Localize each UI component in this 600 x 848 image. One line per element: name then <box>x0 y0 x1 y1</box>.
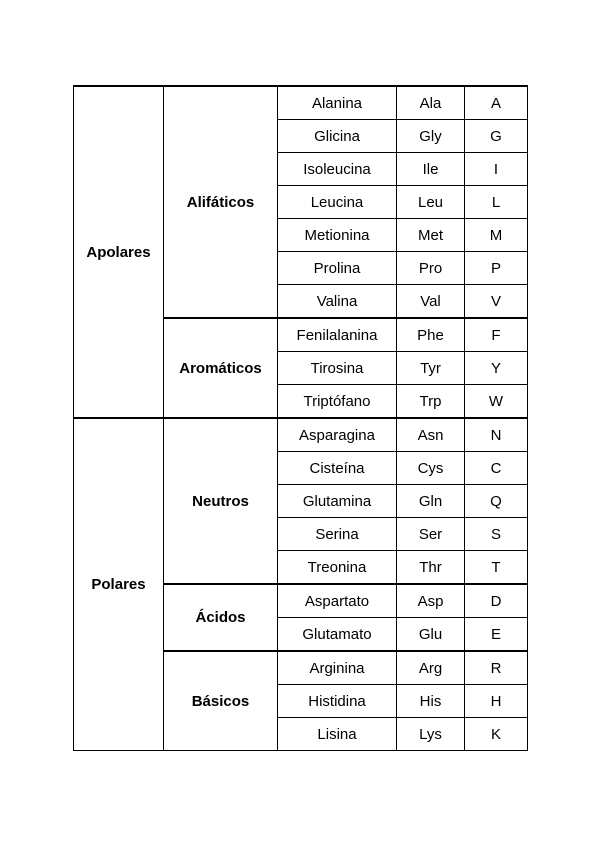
amino-acid-abbr3: Glu <box>397 618 465 652</box>
amino-acid-name: Glutamato <box>278 618 397 652</box>
amino-acid-code: N <box>465 418 528 452</box>
amino-acid-abbr3: Leu <box>397 186 465 219</box>
amino-acid-code: D <box>465 584 528 618</box>
amino-acid-abbr3: Tyr <box>397 352 465 385</box>
amino-acid-code: Y <box>465 352 528 385</box>
amino-acid-code: A <box>465 86 528 120</box>
subgroup-label: Aromáticos <box>164 318 278 418</box>
amino-acid-abbr3: Asp <box>397 584 465 618</box>
amino-acid-abbr3: Met <box>397 219 465 252</box>
subgroup-label: Básicos <box>164 651 278 751</box>
amino-acid-abbr3: Pro <box>397 252 465 285</box>
amino-acid-name: Aspartato <box>278 584 397 618</box>
amino-acid-code: S <box>465 518 528 551</box>
amino-acid-name: Isoleucina <box>278 153 397 186</box>
amino-acid-name: Alanina <box>278 86 397 120</box>
amino-acid-code: C <box>465 452 528 485</box>
amino-acid-table <box>73 85 528 751</box>
amino-acid-name: Cisteína <box>278 452 397 485</box>
amino-acid-name: Arginina <box>278 651 397 685</box>
subgroup-label: Alifáticos <box>164 86 278 318</box>
amino-acid-abbr3: Cys <box>397 452 465 485</box>
amino-acid-name: Triptófano <box>278 385 397 419</box>
amino-acid-code: F <box>465 318 528 352</box>
class-label: Apolares <box>74 86 164 418</box>
amino-acid-name: Tirosina <box>278 352 397 385</box>
amino-acid-abbr3: Val <box>397 285 465 319</box>
amino-acid-abbr3: Ala <box>397 86 465 120</box>
amino-acid-code: M <box>465 219 528 252</box>
amino-acid-abbr3: Trp <box>397 385 465 419</box>
amino-acid-code: H <box>465 685 528 718</box>
class-label: Polares <box>74 418 164 751</box>
amino-acid-code: W <box>465 385 528 419</box>
amino-acid-name: Valina <box>278 285 397 319</box>
amino-acid-name: Metionina <box>278 219 397 252</box>
amino-acid-name: Treonina <box>278 551 397 585</box>
amino-acid-name: Fenilalanina <box>278 318 397 352</box>
amino-acid-abbr3: Ser <box>397 518 465 551</box>
amino-acid-code: Q <box>465 485 528 518</box>
amino-acid-code: K <box>465 718 528 751</box>
table-row <box>74 86 528 120</box>
amino-acid-name: Asparagina <box>278 418 397 452</box>
amino-acid-name: Glicina <box>278 120 397 153</box>
amino-acid-abbr3: Lys <box>397 718 465 751</box>
amino-acid-code: P <box>465 252 528 285</box>
amino-acid-code: G <box>465 120 528 153</box>
amino-acid-code: E <box>465 618 528 652</box>
amino-acid-abbr3: Arg <box>397 651 465 685</box>
amino-acid-code: I <box>465 153 528 186</box>
amino-acid-name: Leucina <box>278 186 397 219</box>
amino-acid-abbr3: Thr <box>397 551 465 585</box>
amino-acid-abbr3: Phe <box>397 318 465 352</box>
amino-acid-abbr3: Gln <box>397 485 465 518</box>
amino-acid-name: Prolina <box>278 252 397 285</box>
amino-acid-code: V <box>465 285 528 319</box>
subgroup-label: Neutros <box>164 418 278 584</box>
amino-acid-table-body <box>74 86 528 751</box>
amino-acid-abbr3: His <box>397 685 465 718</box>
amino-acid-name: Serina <box>278 518 397 551</box>
amino-acid-name: Lisina <box>278 718 397 751</box>
table-row <box>74 418 528 452</box>
amino-acid-code: T <box>465 551 528 585</box>
amino-acid-abbr3: Gly <box>397 120 465 153</box>
amino-acid-abbr3: Ile <box>397 153 465 186</box>
amino-acid-abbr3: Asn <box>397 418 465 452</box>
amino-acid-name: Glutamina <box>278 485 397 518</box>
amino-acid-name: Histidina <box>278 685 397 718</box>
amino-acid-code: L <box>465 186 528 219</box>
amino-acid-code: R <box>465 651 528 685</box>
subgroup-label: Ácidos <box>164 584 278 651</box>
